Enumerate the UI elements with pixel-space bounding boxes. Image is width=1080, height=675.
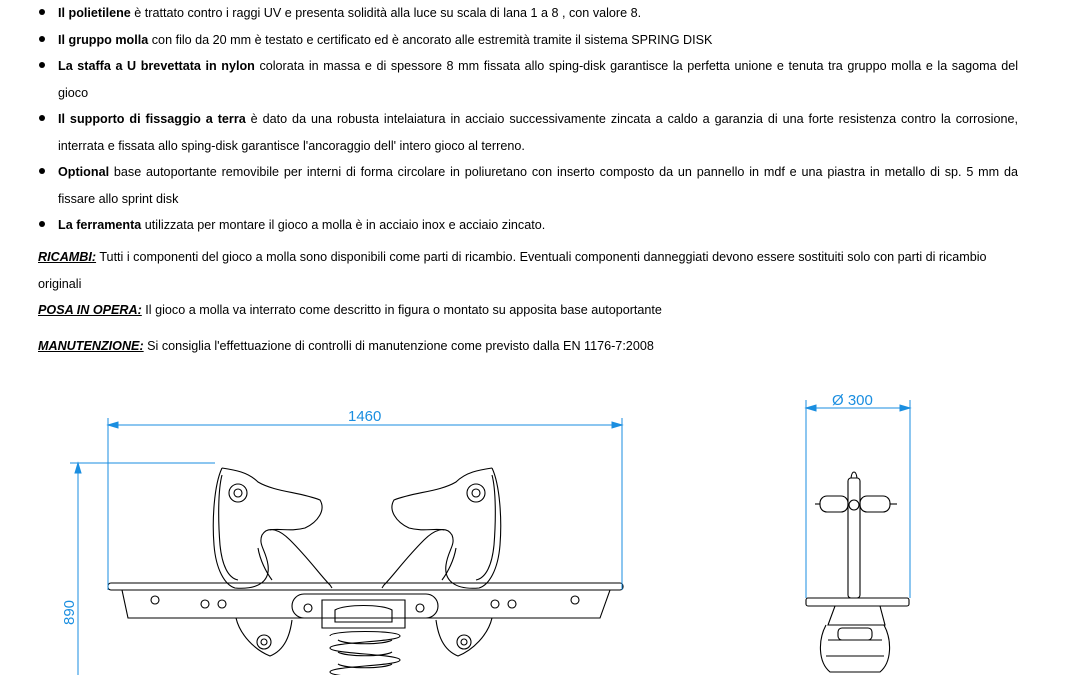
bullet-item <box>38 53 1018 106</box>
front-view <box>108 468 623 675</box>
bullet-item <box>38 106 1018 159</box>
bullet-bold: Il supporto di fissaggio a terra <box>58 112 246 126</box>
manutenzione-text: Si consiglia l'effettuazione di controlli di manutenzione come previsto dalla EN 1176-7:2008 <box>143 339 654 353</box>
ricambi-text: Tutti i componenti del gioco a molla sono disponibili come parti di ricambio. Eventuali componenti danneggiati devono essere sostituiti solo con parti di ricambio originali <box>38 250 987 291</box>
bullet-item <box>38 212 1018 239</box>
bullet-item <box>38 0 1018 27</box>
feature-list <box>38 0 1018 239</box>
bullet-bold: Il gruppo molla <box>58 32 149 47</box>
ricambi-paragraph <box>38 244 1008 297</box>
bullet-text: base autoportante removibile per interni di forma circolare in poliuretano con inserto composto da un pannello in mdf e una piastra in metallo di sp. 5 mm da fissare allo sprint disk <box>58 165 1018 206</box>
bullet-text: colorata in massa e di spessore 8 mm fissata allo sping-disk garantisce la perfetta unione e tenuta tra gruppo molla e la sagoma del gioco <box>58 59 1018 100</box>
bullet-text: è trattato contro i raggi UV e presenta solidità alla luce su scala di lana 1 a 8 , con valore 8. <box>130 6 642 20</box>
bullet-text: utilizzata per montare il gioco a molla è in acciaio inox e acciaio zincato. <box>141 218 546 232</box>
posa-paragraph <box>38 297 1008 324</box>
bullet-item <box>38 27 1018 54</box>
posa-label: POSA IN OPERA: <box>38 303 142 317</box>
bullet-text: con filo da 20 mm è testato e certificato ed è ancorato alle estremità tramite il sistema SPRING DISK <box>148 32 713 47</box>
side-view <box>806 472 909 672</box>
bullet-text: è dato da una robusta intelaiatura in acciaio successivamente zincata a caldo a garanzia di una forte resistenza contro la corrosione, interrata e fissata allo sping-disk garantisce l'ancoraggio dell' intero gioco al terreno. <box>58 112 1018 153</box>
manutenzione-paragraph <box>38 333 1008 360</box>
bullet-bold: Optional <box>58 165 110 179</box>
technical-drawing <box>0 380 1080 675</box>
bullet-bold: La ferramenta <box>58 218 142 232</box>
diameter-dimension-label: Ø 300 <box>832 392 873 409</box>
ricambi-label: RICAMBI: <box>38 250 97 264</box>
bullet-bold: Il polietilene <box>58 6 131 20</box>
bullet-bold: La staffa a U brevettata in nylon <box>58 59 255 73</box>
height-dimension-label: 890 <box>61 599 78 625</box>
width-dimension-label: 1460 <box>348 408 382 425</box>
bullet-item <box>38 159 1018 212</box>
posa-text: Il gioco a molla va interrato come descritto in figura o montato su apposita base autoportante <box>141 303 662 317</box>
manutenzione-label: MANUTENZIONE: <box>38 339 144 353</box>
